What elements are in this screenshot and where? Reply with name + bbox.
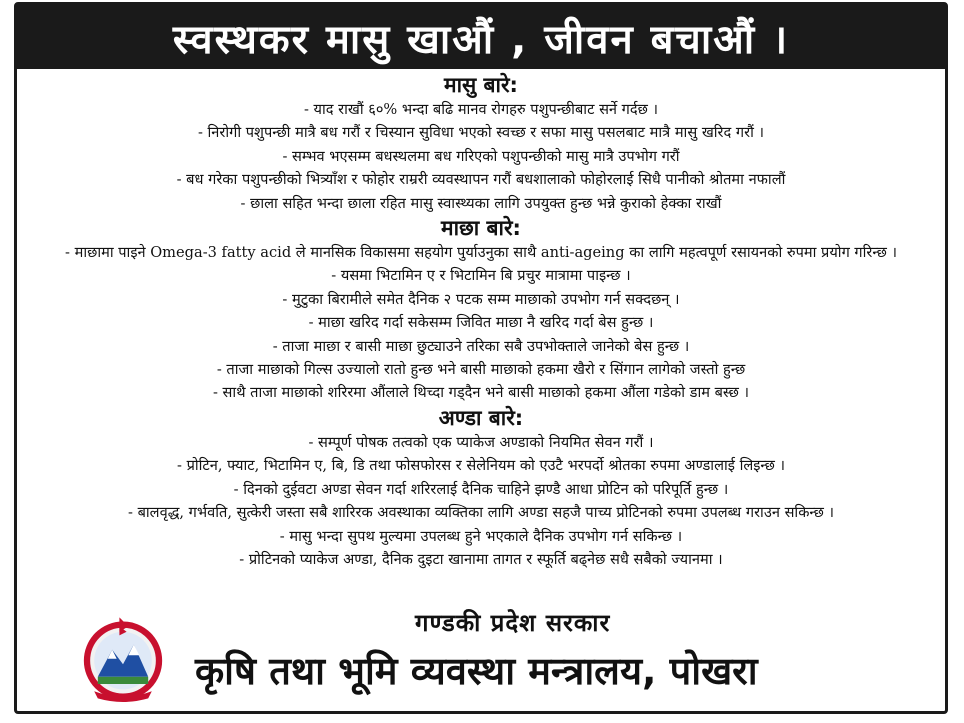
list-item: - मासु भन्दा सुपथ मुल्यमा उपलब्ध हुने भएकाले दैनिक उपभोग गर्न सकिन्छ । [279,527,683,545]
poster-footer [20,598,942,710]
list-item: - निरोगी पशुपन्छी मात्रै बध गरौं र चिस्यान सुविधा भएको स्वच्छ र सफा मासु पसलबाट मात्रै मासु खरिद गरौं । [197,124,765,142]
list-item: - ताजा माछा र बासी माछा छुट्याउने तरिका सबै उपभोक्ताले जानेको बेस हुन्छ । [272,337,690,355]
section-egg [20,405,942,571]
list-item: - छाला सहित भन्दा छाला रहित मासु स्वास्थ्यका लागि उपयुक्त हुन्छ भन्ने कुराको हेक्का राखौं [240,194,722,212]
government-name: गण्डकी प्रदेश सरकार [415,609,611,637]
list-item: - दिनको दुईवटा अण्डा सेवन गर्दा शरिरलाई दैनिक चाहिने झण्डै आधा प्रोटिन को परिपूर्ति हुन्छ । [233,480,729,498]
list-item: - प्रोटिनको प्याकेज अण्डा, दैनिक दुइटा खानामा तागत र स्फूर्ति बढ्नेछ सधै सबैको ज्यानमा । [239,550,723,568]
list-item: - ताजा माछाको गिल्स उज्यालो रातो हुन्छ भने बासी माछाको हकमा खैरो र सिंगान लागेको जस्तो हुन्छ [216,361,746,379]
banner-title: स्वस्थकर मासु खाऔं , जीवन बचाऔं । [172,16,790,63]
list-item: - याद राखौं ६०% भन्दा बढि मानव रोगहरु पशुपन्छीबाट सर्ने गर्दछ । [303,101,659,118]
section-heading: मासु बारे: [444,73,518,97]
list-item: - सम्पूर्ण पोषक तत्वको एक प्याकेज अण्डाको नियमित सेवन गरौं । [308,433,654,451]
section-meat [20,72,942,215]
ministry-name: कृषि तथा भूमि व्यवस्था मन्त्रालय, पोखरा [195,649,758,693]
list-item: - बध गरेका पशुपन्छीको भित्र्याँश र फोहोर राम्ररी व्यवस्थापन गरौं बधशालाको फोहोरलाई सिधै पानीको श्रोतमा नफालौं [176,171,786,189]
poster-content [20,72,942,571]
section-fish [20,215,942,405]
list-item: - यसमा भिटामिन ए र भिटामिन बि प्रचुर मात्रामा पाइन्छ । [331,267,631,285]
list-item: - माछामा पाइने Omega-3 fatty acid ले मानसिक विकासमा सहयोग पुर्याउनुका साथै anti-ageing का लागि महत्वपूर्ण रसायनको रुपमा प्रयोग गरिन्छ । [65,244,897,262]
list-item: - मुटुका बिरामीले समेत दैनिक २ पटक सम्म माछाको उपभोग गर्न सक्दछन् । [282,290,680,308]
nepal-emblem-icon [78,612,168,702]
title-banner [17,5,945,69]
list-item: - बालवृद्ध, गर्भवति, सुत्केरी जस्ता सबै शारिरक अवस्थाका व्यक्तिका लागि अण्डा सहजै पाच्य प्रोटिनको रुपमा उपलब्ध गराउन सकिन्छ । [128,504,834,522]
list-item: - प्रोटिन, फ्याट, भिटामिन ए, बि, डि तथा फोसफोरस र सेलेनियम को एउटै भरपर्दो श्रोतका रुपमा अण्डालाई लिइन्छ । [177,457,785,475]
list-item: - माछा खरिद गर्दा सकेसम्म जिवित माछा नै खरिद गर्दा बेस हुन्छ । [308,314,654,332]
section-heading: माछा बारे: [441,216,521,241]
list-item: - सम्भव भएसम्म बधस्थलमा बध गरिएको पशुपन्छीको मासु मात्रै उपभोग गरौं [282,147,680,165]
list-item: - साथै ताजा माछाको शरिरमा औंलाले थिच्दा गड्दैन भने बासी माछाको हकमा औंला गडेको डाम बस्छ । [212,384,750,402]
section-heading: अण्डा बारे: [438,405,524,430]
